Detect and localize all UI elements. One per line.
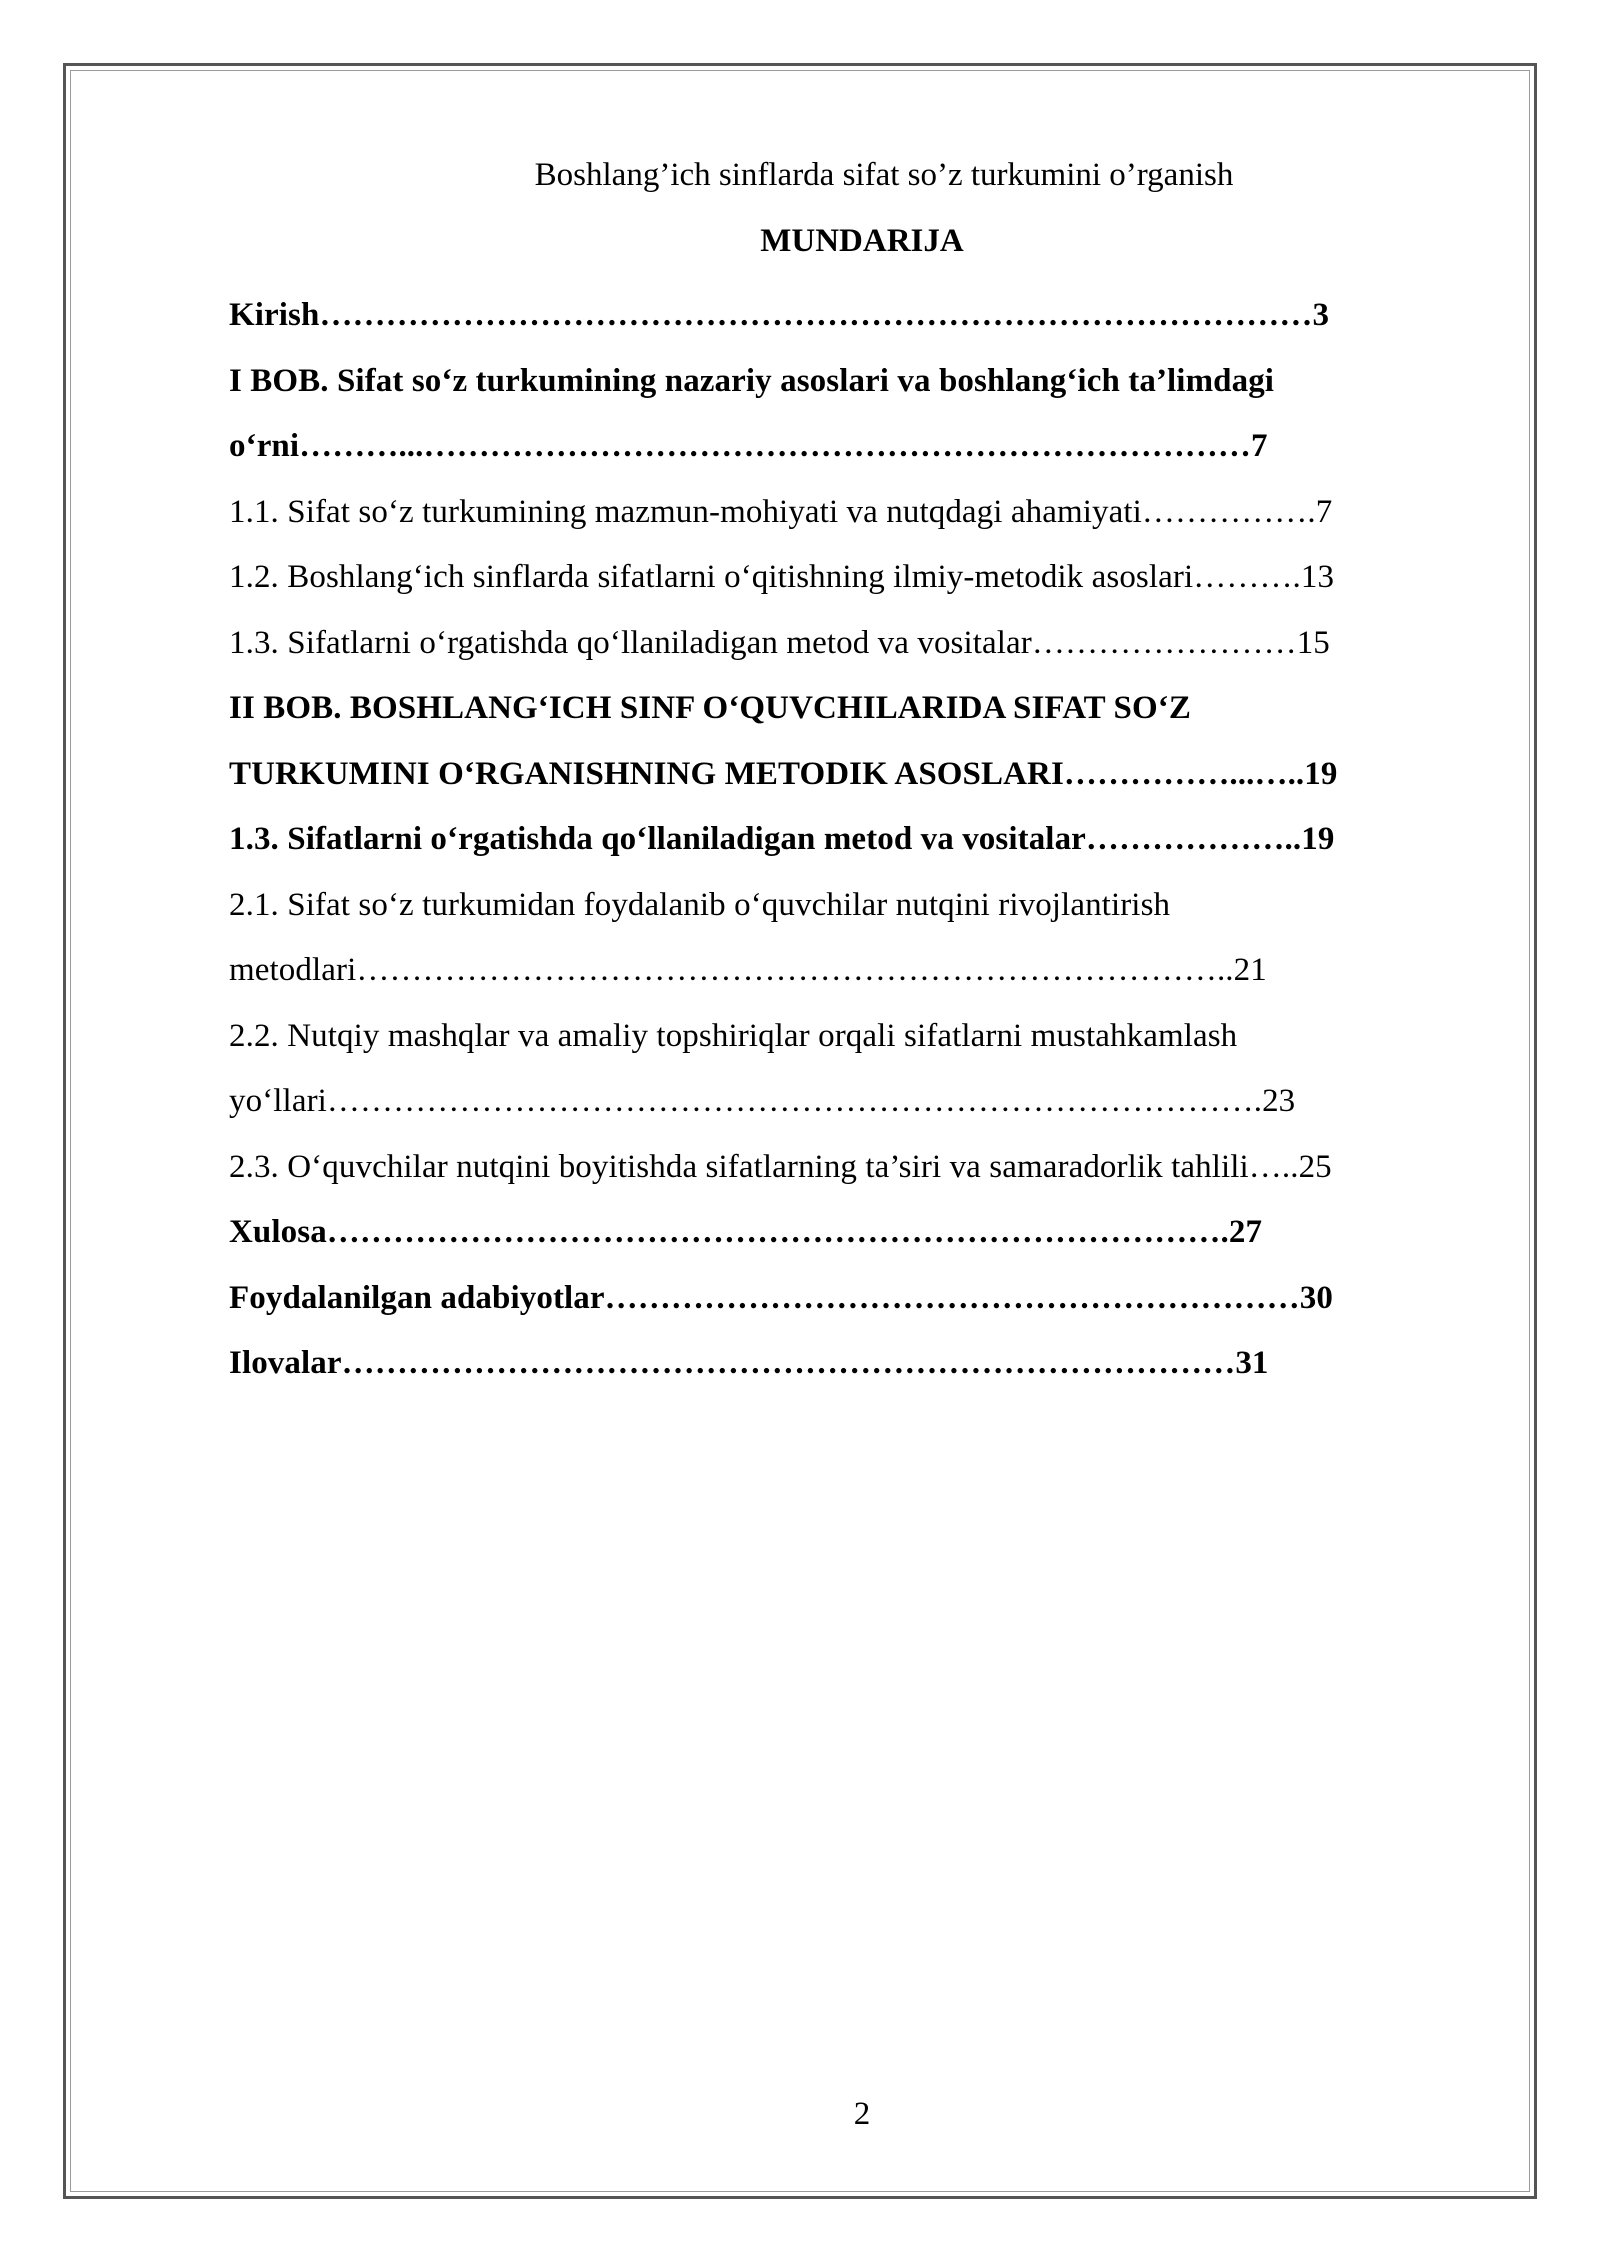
toc-entry-section-1-2: 1.2. Boshlang‘ich sinflarda sifatlarni o‘qitishning ilmiy-metodik asoslari……….13: [229, 559, 1335, 595]
toc-entry-section-2-1: 2.1. Sifat so‘z turkumidan foydalanib o‘quvchilar nutqini rivojlantirish: [229, 886, 1171, 923]
table-of-contents: [229, 283, 1494, 1397]
toc-entry-xulosa: Xulosa……………………………………………………………………….27: [229, 1214, 1263, 1250]
toc-entry-section-1-3-repeat: 1.3. Sifatlarni o‘rgatishda qo‘llaniladigan metod va vositalar………………..19: [229, 821, 1335, 857]
page-number: 2: [853, 2096, 871, 2132]
toc-entry-chapter-1-title: I BOB. Sifat so‘z turkumining nazariy asoslari va boshlang‘ich ta’limdagi: [229, 362, 1275, 399]
toc-entry-section-2-1-cont: metodlari……………………………………………………………………..21: [229, 952, 1267, 988]
toc-entry-chapter-2-title-cont: TURKUMINI O‘RGANISHNING METODIK ASOSLARI……………...…..19: [229, 755, 1338, 792]
toc-entry-section-1-1: 1.1. Sifat so‘z turkumining mazmun-mohiyati va nutqdagi ahamiyati…………….7: [229, 493, 1333, 530]
toc-entry-chapter-2-title: II BOB. BOSHLANG‘ICH SINF O‘QUVCHILARIDA SIFAT SO‘Z: [229, 690, 1191, 726]
toc-entry-section-2-3: 2.3. O‘quvchilar nutqini boyitishda sifatlarning ta’siri va samaradorlik tahlili…..25: [229, 1148, 1332, 1185]
toc-entry-chapter-1-title-cont: o‘rni………...…………………………………………………………………7: [229, 428, 1268, 464]
toc-heading: MUNDARIJA: [760, 223, 964, 259]
document-title: Boshlang’ich sinflarda sifat so’z turkumini o’rganish: [534, 157, 1234, 193]
toc-entry-section-2-2: 2.2. Nutqiy mashqlar va amaliy topshiriqlar orqali sifatlarni mustahkamlash: [229, 1017, 1238, 1054]
toc-entry-kirish: Kirish………………………………………………………………………………3: [229, 297, 1330, 333]
toc-entry-section-2-2-cont: yo‘llari………………………………………………………………………….23: [229, 1083, 1296, 1119]
toc-entry-adabiyotlar: Foydalanilgan adabiyotlar………………………………………………………30: [229, 1279, 1333, 1316]
toc-entry-ilovalar: Ilovalar………………………………………………………………………31: [229, 1345, 1269, 1381]
toc-entry-section-1-3: 1.3. Sifatlarni o‘rgatishda qo‘llaniladigan metod va vositalar……………………15: [229, 624, 1330, 661]
